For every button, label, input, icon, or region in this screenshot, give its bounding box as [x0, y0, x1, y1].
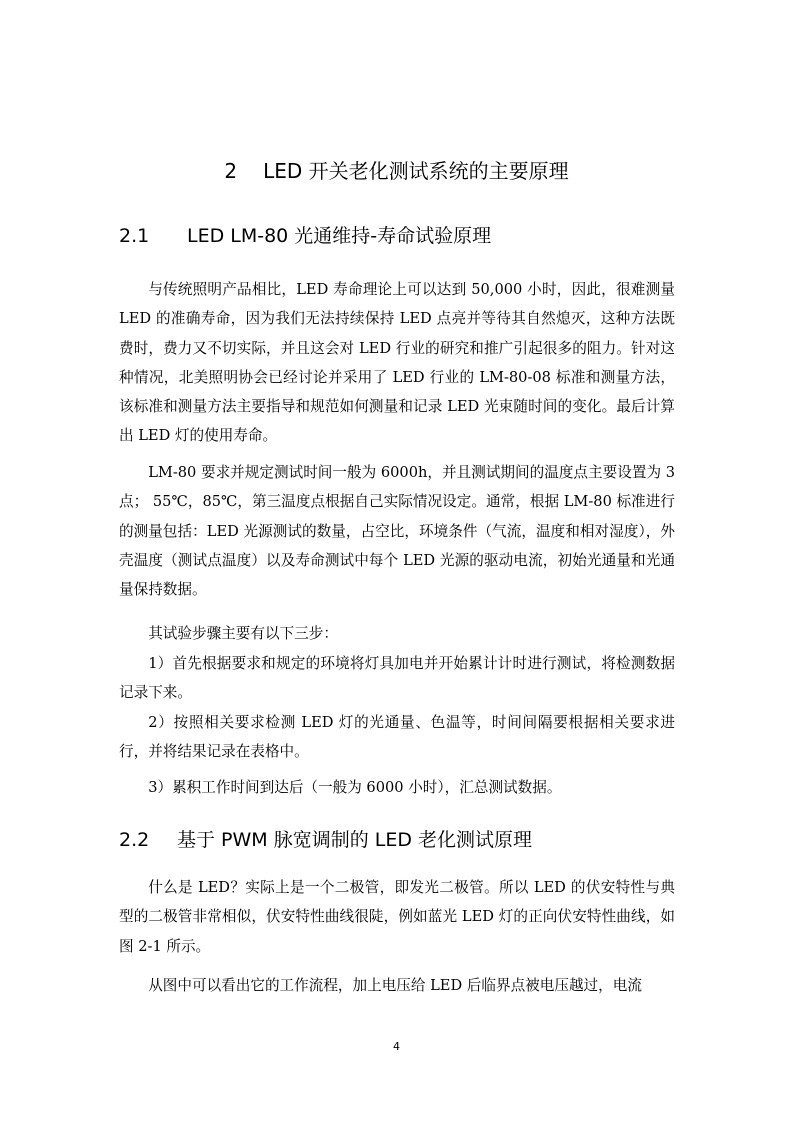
- paragraph-test-step-1: 1）首先根据要求和规定的环境将灯具加电并开始累计计时进行测试，将检测数据记录下来。: [119, 655, 675, 702]
- section-title: 基于 PWM 脉宽调制的 LED 老化测试原理: [177, 829, 533, 851]
- paragraph-test-step-2: 2）按照相关要求检测 LED 灯的光通量、色温等，时间间隔要根据相关要求进行，并将结果记录在表格中。: [119, 714, 675, 761]
- paragraph-lm80-requirements: LM-80 要求并规定测试时间一般为 6000h，并且测试期间的温度点主要设置为 3 点； 55℃，85℃，第三温度点根据自己实际情况设定。通常，根据 LM-80 标准进行的测量包括：LED 光源测试的数量，占空比，环境条件（气流，温度和相对湿度），外壳温度（测试点温度）以及寿命测试中每个 LED 光源的驱动电流，初始光通量和光通量保持数据。: [119, 464, 675, 599]
- paragraph-test-steps-intro: 其试验步骤主要有以下三步：: [148, 625, 338, 642]
- paragraph-led-diode: 什么是 LED？实际上是一个二极管，即发光二极管。所以 LED 的伏安特性与典型的二极管非常相似，伏安特性曲线很陡，例如蓝光 LED 灯的正向伏安特性曲线，如图 2-1 所示。: [119, 879, 675, 955]
- page-number: 4: [393, 1040, 400, 1053]
- section-number: 2.1: [119, 225, 150, 247]
- section-heading-2-2: [119, 826, 532, 854]
- chapter-number: 2: [224, 159, 238, 183]
- chapter-title-text: LED 开关老化测试系统的主要原理: [263, 159, 569, 183]
- section-number: 2.2: [119, 829, 150, 851]
- paragraph-working-process: 从图中可以看出它的工作流程，加上电压给 LED 后临界点被电压越过，电流: [148, 977, 642, 994]
- section-title: LED LM-80 光通维持-寿命试验原理: [187, 225, 492, 247]
- section-heading-2-1: [119, 222, 491, 250]
- paragraph-lm80-background: 与传统照明产品相比，LED 寿命理论上可以达到 50,000 小时，因此，很难测量 LED 的准确寿命，因为我们无法持续保持 LED 点亮并等待其自然熄灭，这种方法既费时，费力又不切实际，并且这会对 LED 行业的研究和推广引起很多的阻力。针对这种情况，北美照明协会已经讨论并采用了 LED 行业的 LM-80-08 标准和测量方法，该标准和测量方法主要指导和规范如何测量和记录 LED 光束随时间的变化。最后计算出 LED 灯的使用寿命。: [119, 281, 675, 445]
- paragraph-test-step-3: 3）累积工作时间到达后（一般为 6000 小时），汇总测试数据。: [148, 779, 562, 796]
- chapter-title: [0, 156, 793, 186]
